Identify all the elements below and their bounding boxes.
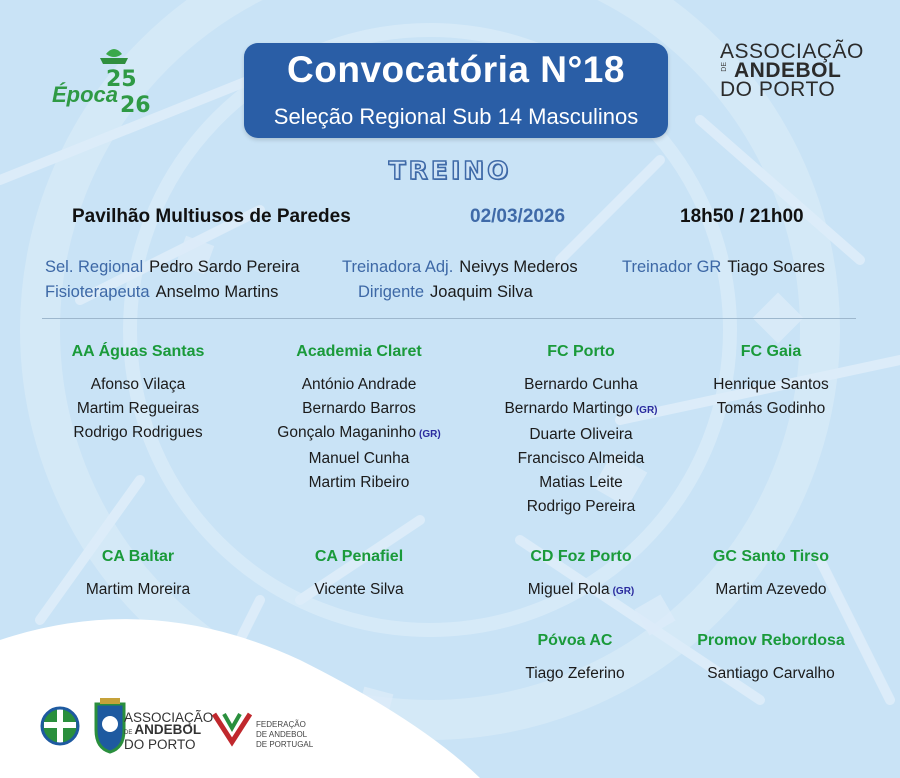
player-name: Henrique Santos	[713, 376, 829, 393]
club-block	[661, 341, 881, 421]
player-name: António Andrade	[301, 376, 417, 393]
staff-role: Sel. Regional	[45, 258, 144, 276]
player-row	[661, 373, 881, 397]
porto-crest-icon	[96, 698, 124, 752]
player-row	[249, 578, 469, 602]
season-logo-graphic	[48, 42, 172, 120]
svg-text:26: 26	[120, 93, 151, 118]
player-name: Gonçalo Maganinho	[277, 424, 417, 441]
club-name: FC Porto	[547, 343, 615, 360]
club-block	[465, 630, 685, 686]
player-name: Bernardo Cunha	[524, 376, 638, 393]
player-name: Francisco Almeida	[517, 450, 645, 467]
player-row	[28, 373, 248, 397]
goalkeeper-badge: (GR)	[635, 405, 658, 416]
title-box	[244, 43, 668, 138]
player-name: Tiago Zeferino	[525, 665, 625, 682]
club-name: CA Penafiel	[314, 548, 404, 565]
staff-name: Pedro Sardo Pereira	[149, 258, 300, 276]
player-row	[661, 578, 881, 602]
footer-assoc-line3: DO PORTO	[124, 737, 196, 752]
staff-role: Treinadora Adj.	[342, 258, 454, 276]
player-row	[471, 447, 691, 471]
player-name: Santiago Carvalho	[707, 665, 835, 682]
goalkeeper-badge: (GR)	[612, 586, 635, 597]
time: 18h50 / 21h00	[680, 206, 804, 227]
date: 02/03/2026	[470, 206, 566, 227]
player-row	[249, 471, 469, 495]
player-name: Matias Leite	[539, 474, 623, 491]
player-row	[249, 447, 469, 471]
goalkeeper-badge: (GR)	[419, 429, 441, 440]
staff-fisioterapeuta	[45, 283, 278, 302]
federation-line2: DE ANDEBOL	[256, 730, 308, 739]
player-row	[249, 421, 469, 447]
svg-text:25: 25	[106, 67, 137, 92]
club-name: CA Baltar	[101, 548, 175, 565]
assoc-logo-de: DE	[721, 62, 728, 72]
divider	[42, 318, 856, 319]
club-name: GC Santo Tirso	[712, 548, 830, 565]
player-row	[28, 578, 248, 602]
player-name: Bernardo Martingo	[504, 400, 633, 417]
staff-role: Fisioterapeuta	[45, 283, 150, 301]
player-name: Manuel Cunha	[308, 450, 410, 467]
staff-name: Tiago Soares	[727, 258, 825, 276]
page-subtitle: Seleção Regional Sub 14 Masculinos	[273, 104, 639, 129]
federation-text	[256, 720, 313, 750]
player-name: Martim Regueiras	[76, 400, 200, 417]
player-row	[471, 471, 691, 495]
player-name: Duarte Oliveira	[529, 426, 633, 443]
season-logo	[48, 42, 172, 120]
player-name: Martim Moreira	[85, 581, 191, 598]
player-row	[471, 578, 691, 604]
footer-logos	[40, 694, 320, 756]
club-name: Póvoa AC	[537, 632, 613, 649]
season-word: Época	[52, 82, 119, 107]
assoc-logo-line3: DO PORTO	[720, 78, 836, 101]
federation-line1: FEDERAÇÃO	[256, 720, 306, 729]
player-name: Tomás Godinho	[716, 400, 826, 417]
player-row	[28, 421, 248, 445]
footer-assoc-andebol: ANDEBOL	[134, 722, 202, 737]
staff-dirigente	[358, 283, 533, 302]
staff-sel-regional	[45, 258, 300, 277]
club-block	[28, 546, 248, 602]
player-row	[661, 662, 881, 686]
player-row	[465, 662, 685, 686]
player-row	[471, 397, 691, 423]
club-block	[661, 546, 881, 602]
assoc-logo-line2: ANDEBOL	[734, 59, 842, 82]
club-name: FC Gaia	[740, 343, 802, 360]
club-name: AA Águas Santas	[71, 343, 205, 360]
federation-logo-icon	[212, 708, 252, 748]
player-row	[471, 495, 691, 519]
association-logo	[720, 40, 864, 101]
staff-name: Neivys Mederos	[459, 258, 578, 276]
club-block	[249, 341, 469, 495]
staff-role: Dirigente	[358, 283, 425, 301]
handball-crest-icon	[42, 708, 78, 744]
player-name: Afonso Vilaça	[90, 376, 186, 393]
staff-role: Treinador GR	[622, 258, 722, 276]
player-row	[28, 397, 248, 421]
club-name: Promov Rebordosa	[697, 632, 845, 649]
player-row	[249, 397, 469, 421]
player-name: Rodrigo Pereira	[526, 498, 636, 515]
club-name: CD Foz Porto	[530, 548, 632, 565]
player-row	[661, 397, 881, 421]
venue: Pavilhão Multiusos de Paredes	[72, 206, 351, 227]
page-title: Convocatória N°18	[287, 49, 625, 90]
player-name: Martim Ribeiro	[308, 474, 410, 491]
club-block	[471, 341, 691, 519]
player-row	[471, 373, 691, 397]
section-title: TREINO	[388, 156, 512, 185]
player-name: Vicente Silva	[314, 581, 404, 598]
staff-name: Joaquim Silva	[430, 283, 533, 301]
club-block	[661, 630, 881, 686]
footer-assoc-line1: ASSOCIAÇÃO	[124, 710, 214, 725]
assoc-logo-line1: ASSOCIAÇÃO	[720, 40, 864, 63]
player-row	[471, 423, 691, 447]
footer-assoc-text	[124, 712, 213, 751]
player-name: Miguel Rola	[527, 581, 610, 598]
player-name: Rodrigo Rodrigues	[73, 424, 203, 441]
player-row	[249, 373, 469, 397]
footer-assoc-de: DE	[124, 730, 133, 736]
player-name: Martim Azevedo	[715, 581, 827, 598]
club-block	[249, 546, 469, 602]
staff-name: Anselmo Martins	[155, 283, 279, 301]
staff-treinador-gr	[622, 258, 825, 277]
club-block	[471, 546, 691, 604]
federation-line3: DE PORTUGAL	[256, 740, 314, 749]
club-name: Academia Claret	[296, 343, 422, 360]
club-block	[28, 341, 248, 445]
player-name: Bernardo Barros	[302, 400, 416, 417]
staff-treinadora-adj	[342, 258, 578, 277]
